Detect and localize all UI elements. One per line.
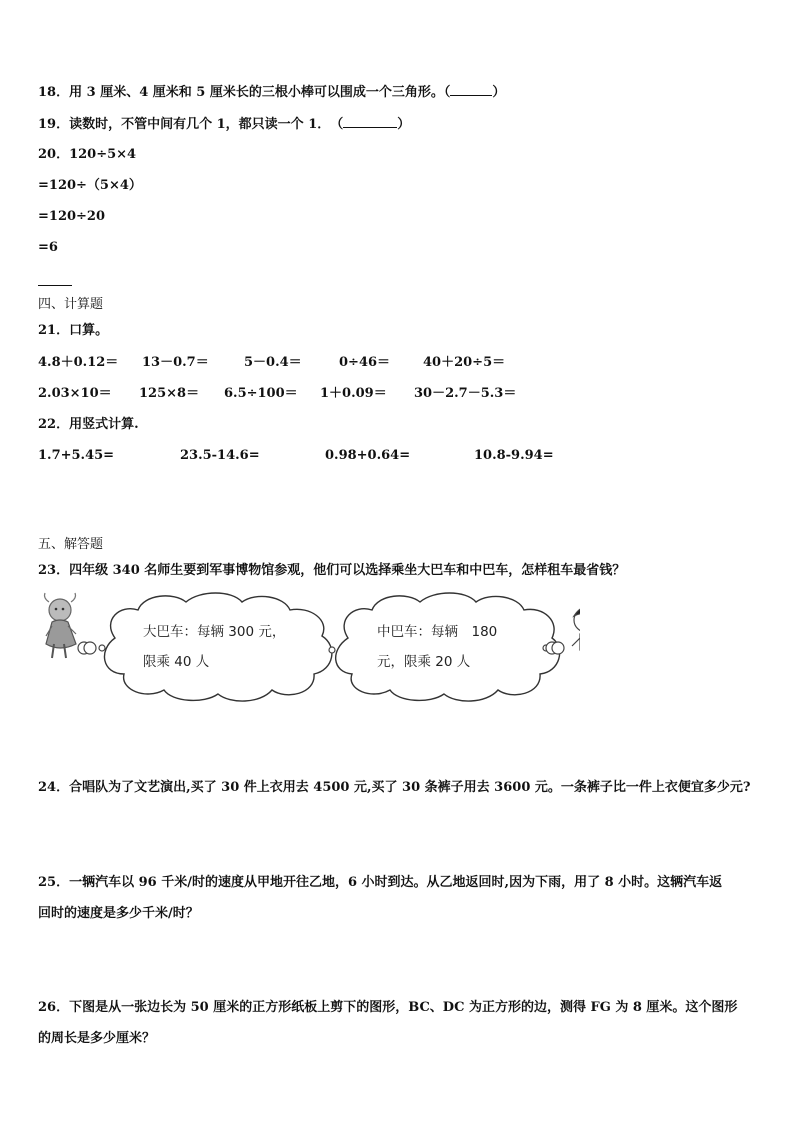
- answer-blank-18[interactable]: [450, 83, 492, 96]
- question-22-title: 22．用竖式计算.: [38, 417, 139, 432]
- mental-math-item: 5－0.4＝: [244, 355, 302, 370]
- mental-math-item: 1＋0.09＝: [320, 386, 387, 401]
- mental-math-item: 40＋20÷5＝: [423, 355, 506, 370]
- question-24-text: 24．合唱队为了文艺演出,买了 30 件上衣用去 4500 元,买了 30 条裤子用去 3600 元。一条裤子比一件上衣便宜多少元?: [38, 780, 751, 795]
- question-18-close: ）: [492, 85, 506, 100]
- question-23-text: 23．四年级 340 名师生要到军事博物馆参观，他们可以选择乘坐大巴车和中巴车，怎样租车最省钱？: [38, 563, 626, 578]
- left-cloud: [104, 593, 331, 701]
- mental-math-item: 4.8＋0.12＝: [38, 355, 119, 370]
- question-20-line-2: =120÷（5×4）: [38, 178, 142, 193]
- question-25-line-1: 25．一辆汽车以 96 千米/时的速度从甲地开往乙地，6 小时到达。从乙地返回时,因为下雨，用了 8 小时。这辆汽车返: [38, 875, 723, 890]
- mental-math-item: 13－0.7＝: [142, 355, 209, 370]
- question-20-line-4: =6: [38, 240, 58, 255]
- mental-math-item: 30－2.7－5.3＝: [414, 386, 517, 401]
- answer-blank-20[interactable]: [38, 285, 72, 286]
- big-bus-info-line-2: 限乘 40 人: [143, 654, 210, 670]
- vertical-calc-item: 1.7+5.45=: [38, 448, 115, 463]
- illustration-svg: [40, 590, 580, 702]
- question-19: [38, 115, 410, 133]
- mental-math-item: 125×8＝: [139, 386, 200, 401]
- mental-math-item: 0÷46＝: [339, 355, 391, 370]
- mid-bus-info-line-2: 元，限乘 20 人: [377, 654, 471, 670]
- mental-math-item: 6.5÷100＝: [224, 386, 298, 401]
- question-18: [38, 83, 505, 101]
- vertical-calc-item: 0.98+0.64=: [325, 448, 411, 463]
- question-19-text: 19．读数时，不管中间有几个 1，都只读一个 1． （: [38, 117, 344, 132]
- question-26-line-2: 的周长是多少厘米？: [38, 1031, 156, 1046]
- question-19-close: ）: [397, 117, 411, 132]
- question-20-line-3: =120÷20: [38, 209, 106, 224]
- girl-figure-icon: [45, 593, 97, 658]
- question-23-illustration: [40, 590, 580, 702]
- section-4-title: 四、计算题: [38, 297, 104, 312]
- question-26-line-1: 26．下图是从一张边长为 50 厘米的正方形纸板上剪下的图形，BC、DC 为正方形的边，测得 FG 为 8 厘米。这个图形: [38, 1000, 738, 1015]
- mental-math-item: 2.03×10＝: [38, 386, 112, 401]
- question-18-text: 18．用 3 厘米、4 厘米和 5 厘米长的三根小棒可以围成一个三角形。（: [38, 85, 451, 100]
- answer-blank-19[interactable]: [343, 115, 397, 128]
- section-5-title: 五、解答题: [38, 537, 104, 552]
- question-20-line-1: 20．120÷5×4: [38, 147, 137, 162]
- big-bus-info-line-1: 大巴车：每辆 300 元，: [143, 624, 286, 640]
- vertical-calc-item: 23.5-14.6=: [180, 448, 260, 463]
- vertical-calc-item: 10.8-9.94=: [474, 448, 554, 463]
- question-21-title: 21．口算。: [38, 323, 109, 338]
- mid-bus-info-line-1: 中巴车：每辆 180: [377, 624, 498, 640]
- question-25-line-2: 回时的速度是多少千米/时？: [38, 906, 199, 921]
- right-cloud: [336, 593, 560, 701]
